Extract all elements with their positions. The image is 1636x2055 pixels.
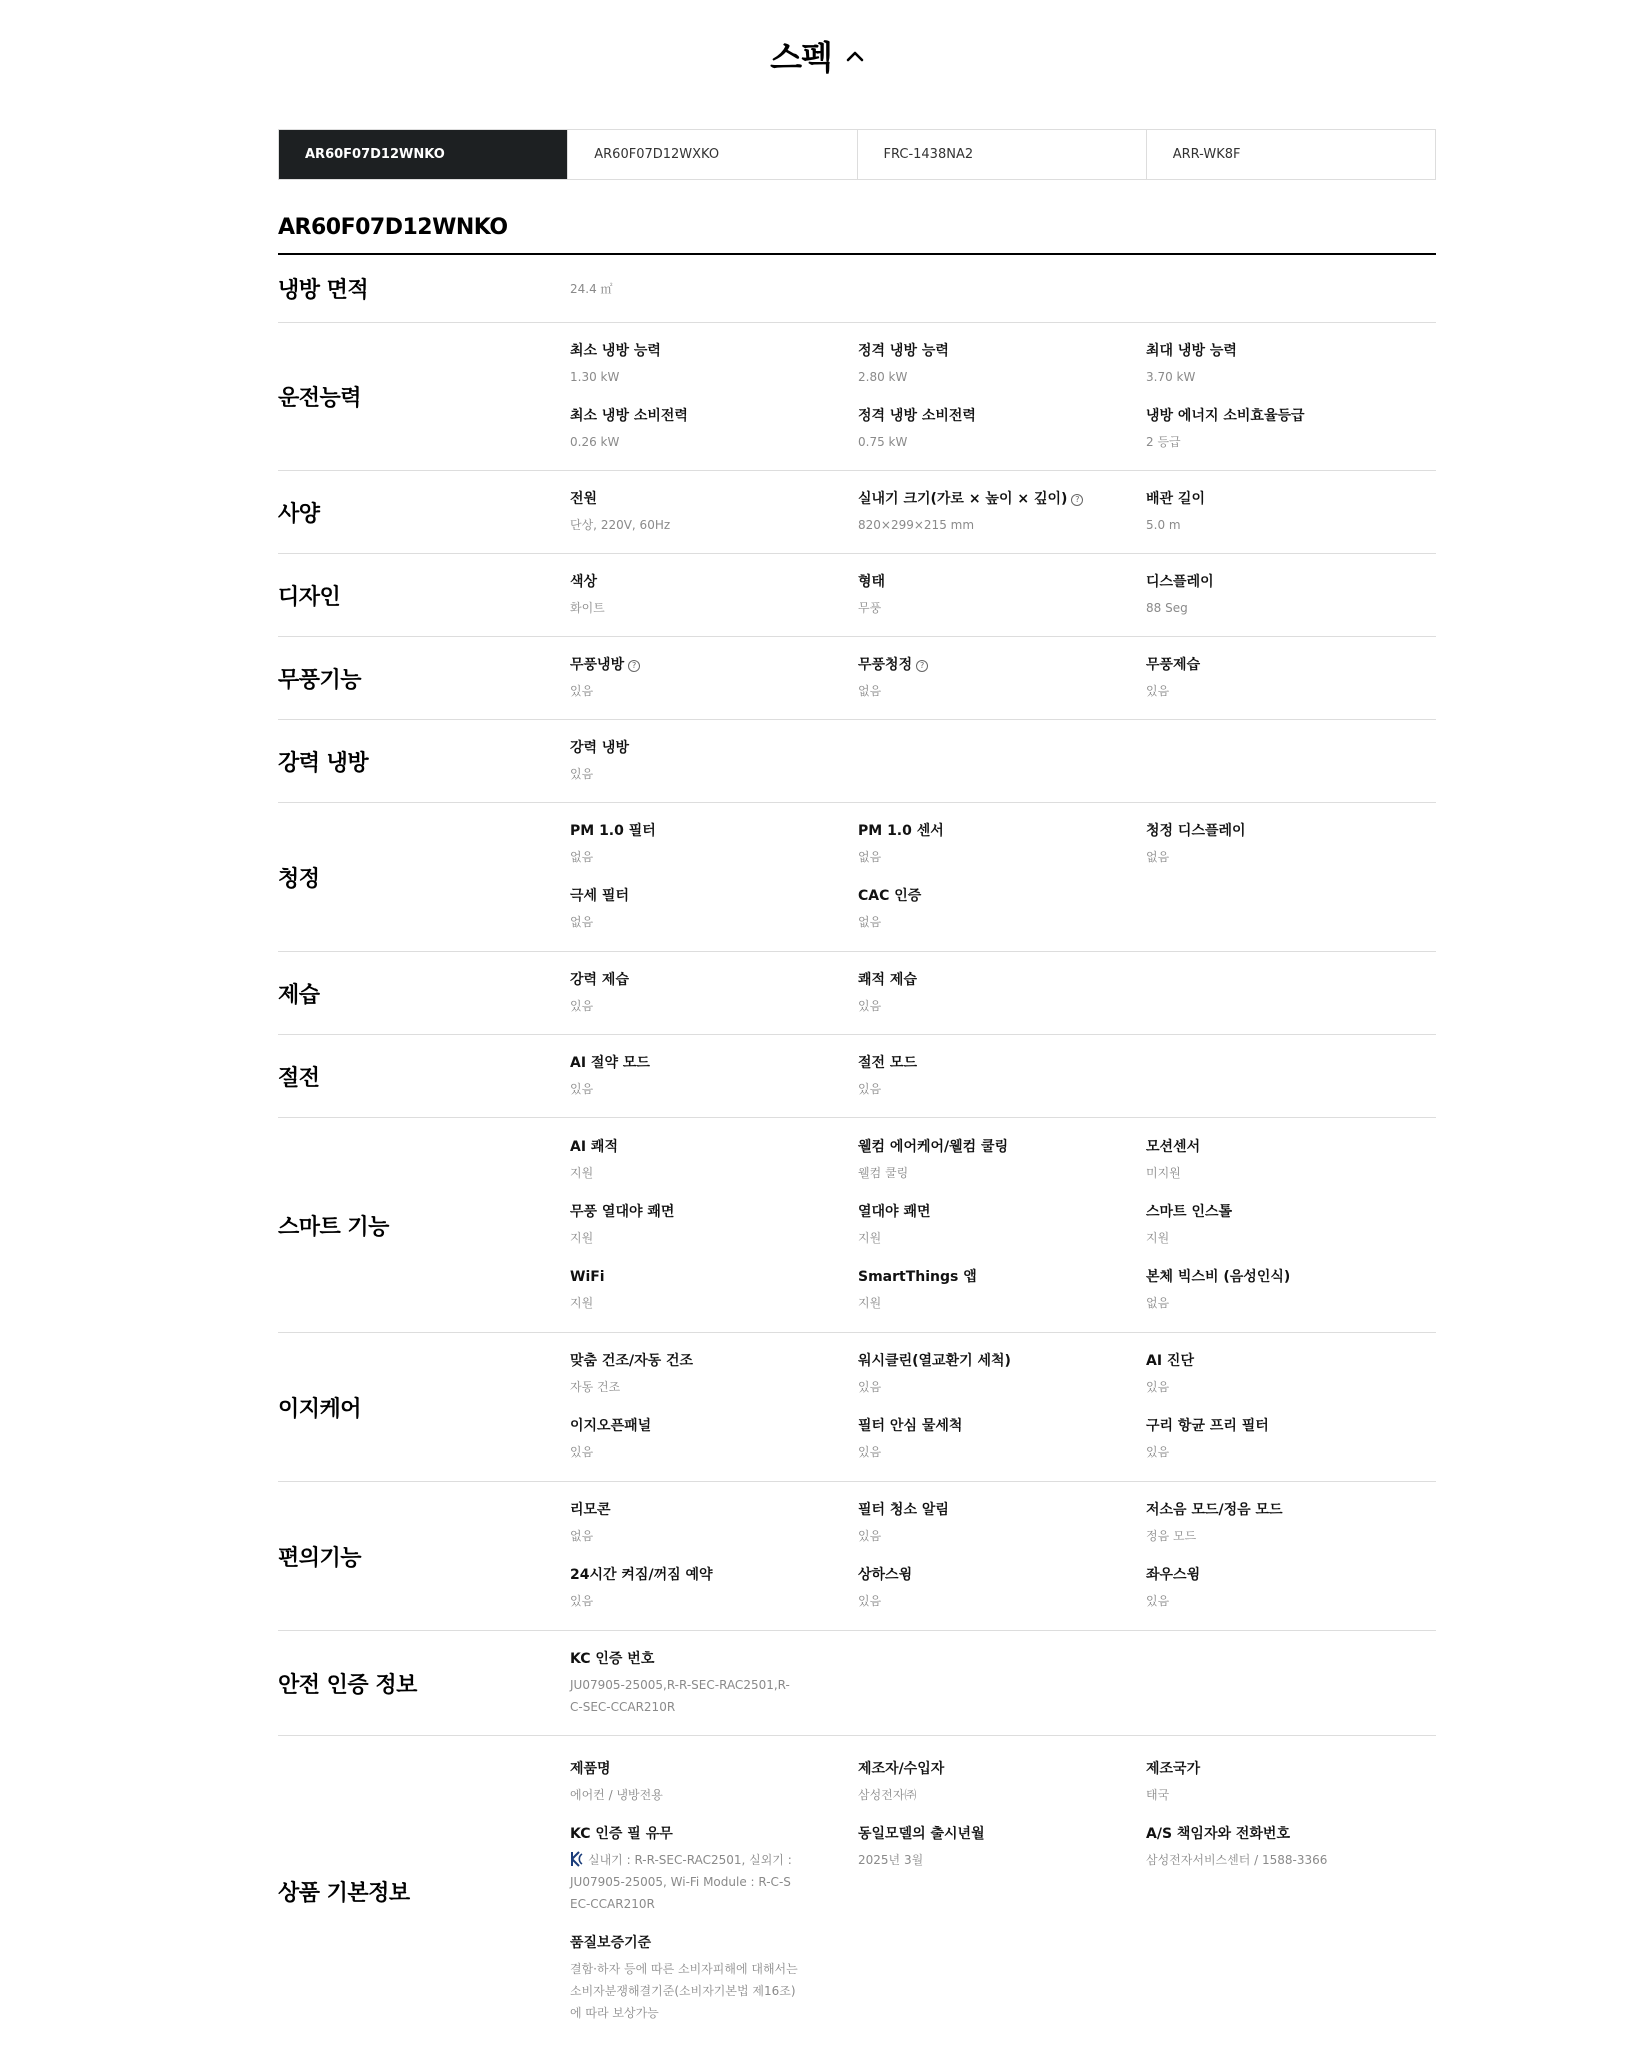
row-label: 상품 기본정보	[278, 1880, 410, 1906]
item-name: 무풍냉방	[570, 656, 625, 673]
item-name: 쾌적 제습	[858, 971, 917, 988]
spec-item	[858, 1137, 1146, 1184]
item-name: 제조자/수입자	[858, 1760, 945, 1777]
item-value: 없음	[858, 915, 882, 929]
item-value: 지원	[858, 1230, 882, 1245]
row-label: 무풍기능	[278, 667, 362, 693]
item-name: 구리 항균 프리 필터	[1146, 1418, 1269, 1434]
row-label: 이지케어	[278, 1396, 362, 1422]
item-value: 정음 모드	[1146, 1529, 1197, 1543]
item-value: 820×299×215 mm	[858, 517, 975, 532]
spec-item	[570, 970, 858, 1017]
item-name-with-info	[858, 655, 1146, 675]
row-label: 제습	[278, 982, 320, 1008]
row-content	[570, 1482, 1436, 1630]
item-name: AI 절약 모드	[570, 1054, 650, 1071]
spec-item	[858, 341, 1146, 388]
spec-item	[1146, 1137, 1436, 1184]
item-value: 무풍	[858, 600, 882, 615]
spec-item	[570, 655, 858, 702]
spec-item	[570, 406, 858, 453]
item-name: AI 진단	[1146, 1353, 1194, 1369]
item-name: 최소 냉방 소비전력	[570, 407, 688, 424]
tab-model-1[interactable]: AR60F07D12WNKO	[279, 130, 567, 179]
item-name: 좌우스윙	[1146, 1567, 1201, 1583]
item-value: 있음	[570, 998, 594, 1013]
value-line: 실내기 : R-R-SEC-RAC2501, 실외기 :	[570, 1849, 858, 1871]
item-name: 무풍청정	[858, 656, 913, 673]
item-name: 청정 디스플레이	[1146, 823, 1246, 839]
value-line: 에 따라 보상가능	[570, 2005, 659, 2020]
item-value: 있음	[570, 683, 594, 698]
item-value	[570, 1849, 858, 1915]
spec-item	[1146, 406, 1436, 453]
model-name: AR60F07D12WNKO	[278, 215, 508, 240]
item-value: 있음	[1146, 683, 1170, 698]
row-content	[570, 471, 1436, 554]
spec-item	[570, 1351, 858, 1398]
item-name: 제품명	[570, 1760, 611, 1777]
row-label: 냉방 면적	[278, 278, 369, 303]
spec-item	[858, 1824, 1146, 1871]
item-name: AI 쾌적	[570, 1138, 618, 1155]
spec-item	[570, 1053, 858, 1100]
spec-item	[570, 821, 858, 868]
item-value: 있음	[570, 1594, 594, 1608]
item-name: SmartThings 앱	[858, 1268, 977, 1285]
item-name: 형태	[858, 573, 886, 590]
info-icon[interactable]: ?	[1071, 494, 1083, 506]
item-name: 무풍제습	[1146, 656, 1201, 673]
item-value: 지원	[858, 1295, 882, 1310]
item-value: 있음	[858, 998, 882, 1013]
item-value: 있음	[858, 1081, 882, 1096]
item-name: 제조국가	[1146, 1760, 1201, 1777]
item-name: 최소 냉방 능력	[570, 342, 661, 359]
item-name: 웰컴 에어케어/웰컴 쿨링	[858, 1138, 1009, 1155]
item-name-with-info	[858, 489, 1146, 509]
spec-item	[1146, 1351, 1436, 1398]
row-content	[570, 323, 1436, 471]
spec-row-easycare	[278, 1333, 1436, 1482]
spec-row-capacity	[278, 323, 1436, 471]
spec-item	[1146, 1759, 1436, 1806]
item-name: 필터 안심 물세척	[858, 1418, 963, 1434]
spec-item	[1146, 1824, 1436, 1871]
spec-item	[858, 1759, 1146, 1806]
spec-row-smart	[278, 1118, 1436, 1333]
item-value: 에어컨 / 냉방전용	[570, 1787, 663, 1802]
item-value: 미지원	[1146, 1165, 1181, 1180]
item-value: 없음	[858, 850, 882, 864]
item-name: WiFi	[570, 1268, 605, 1285]
row-content	[570, 1631, 1436, 1736]
kc-certification-icon	[570, 1851, 584, 1867]
item-name: 최대 냉방 능력	[1146, 342, 1237, 359]
item-name-with-info	[570, 655, 858, 675]
item-value	[570, 1674, 858, 1718]
row-content	[570, 1035, 1436, 1118]
spec-item	[570, 1137, 858, 1184]
item-value: 지원	[1146, 1230, 1170, 1245]
spec-item	[858, 821, 1146, 868]
value-line: JU07905-25005,R-R-SEC-RAC2501,R-	[570, 1677, 790, 1692]
item-value: 있음	[1146, 1445, 1170, 1459]
spec-item	[1146, 821, 1436, 868]
item-name: 색상	[570, 573, 598, 590]
row-content	[570, 803, 1436, 951]
item-name: 스마트 인스톨	[1146, 1203, 1233, 1220]
item-name: 전원	[570, 490, 598, 507]
spec-item	[858, 1351, 1146, 1398]
item-name: 극세 필터	[570, 888, 629, 904]
spec-table	[278, 255, 1436, 2046]
spec-row-windfree	[278, 637, 1436, 720]
value-line: JU07905-25005, Wi-Fi Module : R-C-S	[570, 1874, 791, 1889]
item-value: 있음	[1146, 1380, 1170, 1394]
spec-row-design	[278, 554, 1436, 637]
item-name: 강력 제습	[570, 971, 629, 988]
row-label: 청정	[278, 866, 320, 892]
spec-row-dehumid	[278, 952, 1436, 1035]
item-value: 88 Seg	[1146, 600, 1188, 615]
item-name: CAC 인증	[858, 888, 922, 904]
spec-item	[570, 1267, 858, 1314]
item-value: 지원	[570, 1295, 594, 1310]
item-value: 있음	[858, 1529, 882, 1543]
spec-item	[1146, 1500, 1436, 1547]
spec-item	[858, 970, 1146, 1017]
spec-item	[570, 489, 858, 536]
item-name: PM 1.0 센서	[858, 823, 944, 839]
spec-row-powercool	[278, 720, 1436, 803]
item-value: 있음	[858, 1594, 882, 1608]
spec-item	[1146, 572, 1436, 619]
spec-row-safety	[278, 1631, 1436, 1736]
spec-item	[1146, 655, 1436, 702]
spec-item	[570, 1416, 858, 1463]
spec-header[interactable]	[0, 32, 1636, 79]
item-value: 지원	[570, 1165, 594, 1180]
item-value: 1.30 kW	[570, 369, 620, 384]
spec-item	[858, 1053, 1146, 1100]
item-value: 태국	[1146, 1787, 1170, 1802]
spec-item	[1146, 1565, 1436, 1612]
spec-item	[858, 1500, 1146, 1547]
spec-item	[570, 738, 858, 785]
spec-row-energy	[278, 1035, 1436, 1118]
item-value: 삼성전자㈜	[858, 1787, 917, 1802]
item-value: 단상, 220V, 60Hz	[570, 517, 671, 532]
item-name: 필터 청소 알림	[858, 1502, 949, 1518]
item-name: 무풍 열대야 쾌면	[570, 1203, 675, 1220]
value-line: 결함·하자 등에 따른 소비자피해에 대해서는	[570, 1961, 798, 1976]
value-line: 소비자분쟁해결기준(소비자기본법 제16조)	[570, 1983, 796, 1998]
item-value: 없음	[1146, 850, 1170, 864]
spec-row-spec	[278, 471, 1436, 554]
spec-item	[858, 1565, 1146, 1612]
row-content	[570, 637, 1436, 720]
row-label: 절전	[278, 1065, 320, 1091]
spec-row-area	[278, 255, 1436, 323]
spec-item	[570, 1759, 858, 1806]
row-content	[570, 720, 1436, 803]
item-value: 3.70 kW	[1146, 369, 1196, 384]
chevron-up-icon[interactable]	[844, 45, 866, 67]
item-value	[570, 1958, 858, 2024]
item-value: 삼성전자서비스센터 / 1588-3366	[1146, 1852, 1328, 1867]
spec-item	[570, 1500, 858, 1547]
item-value: 자동 건조	[570, 1380, 621, 1394]
spec-row-purify	[278, 803, 1436, 952]
row-content	[570, 952, 1436, 1035]
spec-item	[1146, 1202, 1436, 1249]
item-name: KC 인증 필 유무	[570, 1825, 673, 1842]
item-value: 2.80 kW	[858, 369, 908, 384]
spec-item	[858, 1202, 1146, 1249]
row-content	[570, 278, 1436, 300]
item-name: 모션센서	[1146, 1138, 1201, 1155]
item-value: 있음	[1146, 1594, 1170, 1608]
row-label: 안전 인증 정보	[278, 1672, 417, 1698]
spec-item	[1146, 489, 1436, 536]
spec-item	[858, 1267, 1146, 1314]
item-value: 없음	[1146, 1295, 1170, 1310]
row-content	[570, 1119, 1436, 1332]
item-name: 정격 냉방 능력	[858, 342, 949, 359]
spec-item	[570, 1202, 858, 1249]
spec-item	[1146, 1416, 1436, 1463]
tab-model-3[interactable]: FRC-1438NA2	[857, 130, 1146, 179]
spec-item	[570, 1933, 858, 2024]
page-title: 스펙	[770, 38, 832, 77]
item-value: 없음	[570, 850, 594, 864]
spec-item	[1146, 1267, 1436, 1314]
spec-item	[858, 655, 1146, 702]
item-value: 화이트	[570, 600, 605, 615]
item-name: 이지오픈패널	[570, 1418, 652, 1434]
spec-row-convenience	[278, 1482, 1436, 1631]
item-value: 없음	[570, 915, 594, 929]
item-name: 리모콘	[570, 1502, 611, 1518]
item-name: 맞춤 건조/자동 건조	[570, 1353, 694, 1369]
item-name: 배관 길이	[1146, 490, 1205, 507]
info-icon[interactable]: ?	[628, 660, 640, 672]
spec-item	[570, 341, 858, 388]
item-value: 0.26 kW	[570, 434, 620, 449]
item-name: 워시클린(열교환기 세척)	[858, 1353, 1011, 1369]
item-name: 동일모델의 출시년월	[858, 1825, 985, 1842]
spec-item	[570, 1565, 858, 1612]
item-value: 2025년 3월	[858, 1852, 924, 1867]
spec-item	[858, 1416, 1146, 1463]
item-name: 절전 모드	[858, 1054, 917, 1071]
row-label: 사양	[278, 501, 320, 527]
item-value: 2 등급	[1146, 434, 1181, 449]
spec-row-basic	[278, 1736, 1436, 2046]
value-line: EC-CCAR210R	[570, 1896, 655, 1911]
model-tabs	[278, 129, 1436, 180]
item-value: 있음	[858, 1445, 882, 1459]
item-name: 상하스윙	[858, 1567, 913, 1583]
item-value: 있음	[570, 1081, 594, 1096]
item-name: 본체 빅스비 (음성인식)	[1146, 1268, 1291, 1285]
row-label: 운전능력	[278, 386, 362, 411]
row-label: 강력 냉방	[278, 750, 369, 776]
item-name: A/S 책임자와 전화번호	[1146, 1825, 1290, 1842]
value-line: C-SEC-CCAR210R	[570, 1699, 676, 1714]
row-label: 편의기능	[278, 1545, 362, 1571]
row-label: 디자인	[278, 584, 341, 610]
item-value: 없음	[858, 683, 882, 698]
spec-item	[858, 489, 1146, 536]
spec-item	[858, 406, 1146, 453]
spec-item	[570, 886, 858, 933]
row-label: 스마트 기능	[278, 1214, 389, 1240]
item-value: 웰컴 쿨링	[858, 1165, 909, 1180]
item-name: 24시간 켜짐/꺼짐 예약	[570, 1567, 713, 1583]
item-value: 5.0 m	[1146, 517, 1181, 532]
item-name: 디스플레이	[1146, 573, 1214, 590]
item-value: 있음	[570, 1445, 594, 1459]
info-icon[interactable]: ?	[916, 660, 928, 672]
item-value: 0.75 kW	[858, 434, 908, 449]
item-name: 강력 냉방	[570, 739, 629, 756]
item-name: 실내기 크기(가로 × 높이 × 깊이)	[858, 490, 1068, 507]
row-content	[570, 1333, 1436, 1481]
item-name: 품질보증기준	[570, 1934, 652, 1951]
spec-item	[858, 572, 1146, 619]
item-value: 없음	[570, 1529, 594, 1543]
item-name: 정격 냉방 소비전력	[858, 407, 976, 424]
item-name: 냉방 에너지 소비효율등급	[1146, 407, 1305, 424]
spec-item	[570, 1824, 858, 1915]
item-value: 지원	[570, 1230, 594, 1245]
spec-item	[858, 886, 1146, 933]
item-name: KC 인증 번호	[570, 1650, 655, 1667]
item-name: 저소음 모드/정음 모드	[1146, 1502, 1283, 1518]
item-value: 있음	[570, 766, 594, 781]
row-content	[570, 1741, 1436, 2042]
item-value: 24.4 ㎡	[570, 281, 613, 296]
row-content	[570, 554, 1436, 637]
spec-item	[1146, 341, 1436, 388]
tab-model-2[interactable]: AR60F07D12WXKO	[567, 130, 856, 179]
item-name: 열대야 쾌면	[858, 1203, 931, 1220]
tab-model-4[interactable]: ARR-WK8F	[1146, 130, 1435, 179]
spec-item	[570, 572, 858, 619]
item-value: 있음	[858, 1380, 882, 1394]
spec-item	[570, 1649, 858, 1718]
item-name: PM 1.0 필터	[570, 823, 656, 839]
